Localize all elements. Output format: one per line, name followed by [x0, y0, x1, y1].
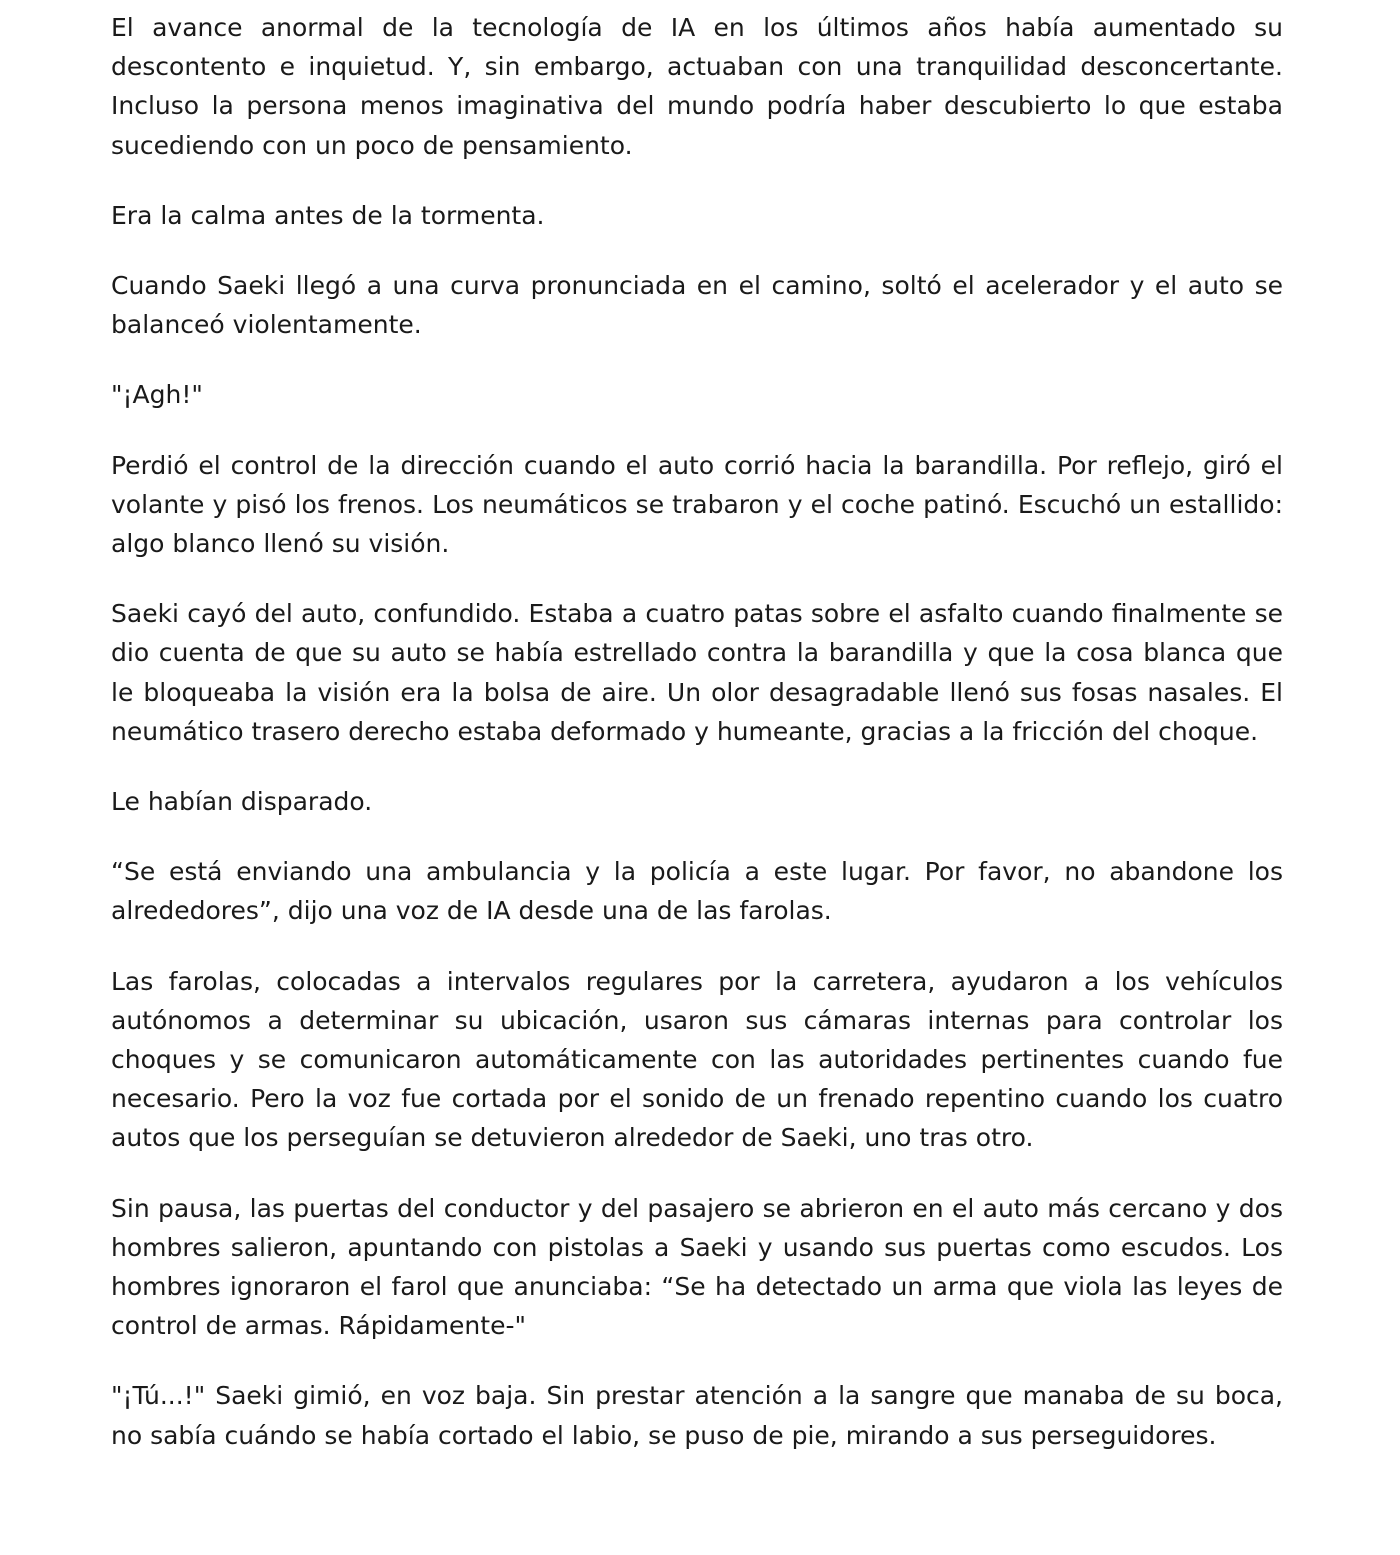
paragraph-11: "¡Tú...!" Saeki gimió, en voz baja. Sin prestar atención a la sangre que manaba de su boca, no sabía cuándo se había cortado el labio, se puso de pie, mirando a sus perseguidores.: [111, 1381, 1283, 1450]
paragraph-3: Cuando Saeki llegó a una curva pronunciada en el camino, soltó el acelerador y el auto se balanceó violentamente.: [111, 271, 1283, 340]
paragraph-2: Era la calma antes de la tormenta.: [111, 200, 545, 230]
paragraph-9: Las farolas, colocadas a intervalos regulares por la carretera, ayudaron a los vehículos autónomos a determinar su ubicación, usaron sus cámaras internas para controlar los choques y se comunicaron automáticamente con las autoridades pertinentes cuando fue necesario. Pero la voz fue cortada por el sonido de un frenado repentino cuando los cuatro autos que los perseguían se detuvieron alrededor de Saeki, uno tras otro.: [111, 966, 1283, 1153]
paragraph-1: El avance anormal de la tecnología de IA en los últimos años había aumentado su descontento e inquietud. Y, sin embargo, actuaban con una tranquilidad desconcertante. Incluso la persona menos imaginativa del mundo podría haber descubierto lo que estaba sucediendo con un poco de pensamiento.: [111, 13, 1283, 160]
paragraph-10: Sin pausa, las puertas del conductor y del pasajero se abrieron en el auto más cercano y dos hombres salieron, apuntando con pistolas a Saeki y usando sus puertas como escudos. Los hombres ignoraron el farol que anunciaba: “Se ha detectado un arma que viola las leyes de control de armas. Rápidamente-": [111, 1193, 1283, 1341]
paragraph-6: Saeki cayó del auto, confundido. Estaba a cuatro patas sobre el asfalto cuando finalmente se dio cuenta de que su auto se había estrellado contra la barandilla y que la cosa blanca que le bloqueaba la visión era la bolsa de aire. Un olor desagradable llenó sus fosas nasales. El neumático trasero derecho estaba deformado y humeante, gracias a la fricción del choque.: [111, 599, 1283, 746]
document-page: [111, 8, 1283, 1486]
paragraph-5: Perdió el control de la dirección cuando el auto corrió hacia la barandilla. Por reflejo, giró el volante y pisó los frenos. Los neumáticos se trabaron y el coche patinó. Escuchó un estallido: algo blanco llenó su visión.: [111, 450, 1283, 559]
paragraph-4: "¡Agh!": [111, 380, 203, 410]
paragraph-7: Le habían disparado.: [111, 787, 373, 817]
paragraph-8: “Se está enviando una ambulancia y la policía a este lugar. Por favor, no abandone los alrededores”, dijo una voz de IA desde una de las farolas.: [111, 857, 1283, 926]
